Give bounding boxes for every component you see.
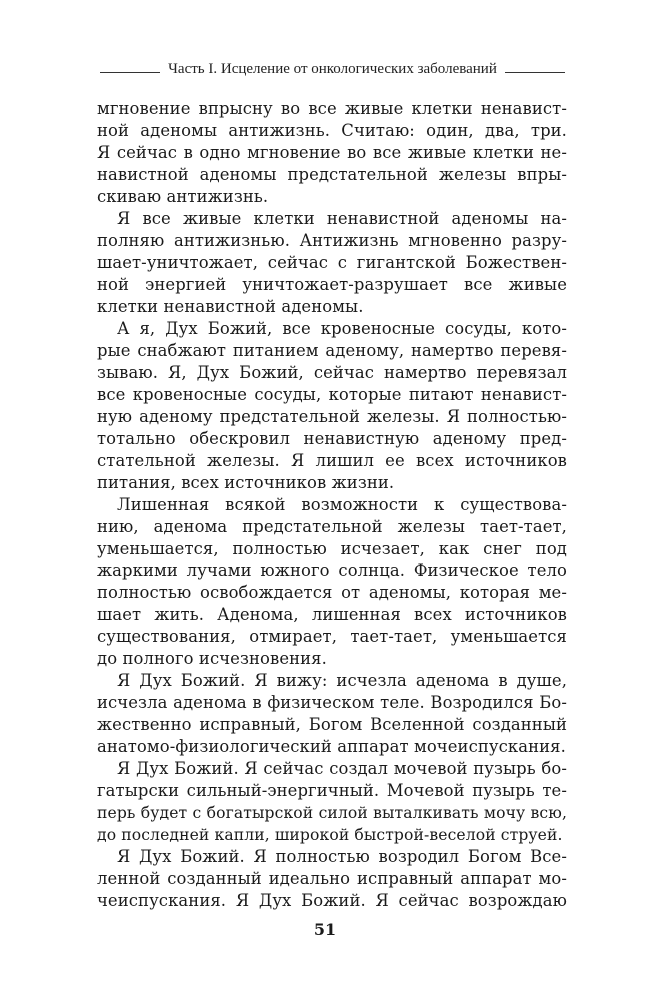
- running-header-title: Часть I. Исцеление от онкологических заболеваний: [168, 60, 497, 77]
- text-line: ной энергией уничтожает-разрушает все живые: [97, 275, 567, 294]
- text-line: клетки ненавистной аденомы.: [97, 297, 364, 316]
- text-line: Я Дух Божий. Я полностью возродил Богом Все-: [117, 847, 567, 866]
- text-line: мгновение впрысну во все живые клетки ненавист-: [97, 99, 567, 118]
- text-line: Я все живые клетки ненавистной аденомы на-: [117, 209, 567, 228]
- text-line: А я, Дух Божий, все кровеносные сосуды, кото-: [117, 319, 567, 338]
- text-line: все кровеносные сосуды, которые питают ненавист-: [97, 385, 567, 404]
- page-number: 51: [313, 920, 337, 939]
- text-line: чеиспускания. Я Дух Божий. Я сейчас возрождаю: [97, 891, 567, 910]
- text-line: Я сейчас в одно мгновение во все живые клетки не-: [97, 143, 567, 162]
- text-line: существования, отмирает, тает-тает, уменьшается: [97, 627, 567, 646]
- text-line: анатомо-физиологический аппарат мочеиспускания.: [97, 737, 566, 756]
- text-line: шает жить. Аденома, лишенная всех источников: [97, 605, 567, 624]
- text-line: полностью освобождается от аденомы, которая ме-: [97, 583, 567, 602]
- text-line: Лишенная всякой возможности к существова-: [117, 495, 567, 514]
- text-line: скиваю антижизнь.: [97, 187, 269, 206]
- header-rule-right: [505, 72, 565, 73]
- header-rule-left: [100, 72, 160, 73]
- text-line: жественно исправный, Богом Вселенной созданный: [97, 715, 567, 734]
- text-line: питания, всех источников жизни.: [97, 473, 395, 492]
- text-line: ленной созданный идеально исправный аппарат мо-: [97, 869, 567, 888]
- text-line: исчезла аденома в физическом теле. Возродился Бо-: [97, 693, 567, 712]
- text-line: ной аденомы антижизнь. Считаю: один, два, три.: [97, 121, 567, 140]
- text-line: ную аденому предстательной железы. Я полностью-: [97, 407, 567, 426]
- text-line: полняю антижизнью. Антижизнь мгновенно разру-: [97, 231, 567, 250]
- text-line: перь будет с богатырской силой выталкивать мочу всю,: [97, 804, 567, 822]
- text-line: жаркими лучами южного солнца. Физическое тело: [97, 561, 567, 580]
- running-header: [100, 58, 565, 80]
- text-line: гатырски сильный-энергичный. Мочевой пузырь те-: [97, 781, 567, 800]
- text-line: уменьшается, полностью исчезает, как снег под: [97, 539, 567, 558]
- text-line: до последней капли, широкой быстрой-веселой струей.: [97, 826, 563, 844]
- body-text: [97, 98, 567, 912]
- text-line: навистной аденомы предстательной железы впры-: [97, 165, 567, 184]
- text-line: Я Дух Божий. Я вижу: исчезла аденома в душе,: [117, 671, 567, 690]
- text-line: рые снабжают питанием аденому, намертво перевя-: [97, 341, 567, 360]
- text-line: шает-уничтожает, сейчас с гигантской Божествен-: [97, 253, 567, 272]
- text-line: нию, аденома предстательной железы тает-тает,: [97, 517, 567, 536]
- text-line: Я Дух Божий. Я сейчас создал мочевой пузырь бо-: [117, 759, 567, 778]
- text-line: до полного исчезновения.: [97, 649, 327, 668]
- text-line: зываю. Я, Дух Божий, сейчас намертво перевязал: [97, 363, 567, 382]
- text-line: стательной железы. Я лишил ее всех источников: [97, 451, 567, 470]
- text-line: тотально обескровил ненавистную аденому пред-: [97, 429, 567, 448]
